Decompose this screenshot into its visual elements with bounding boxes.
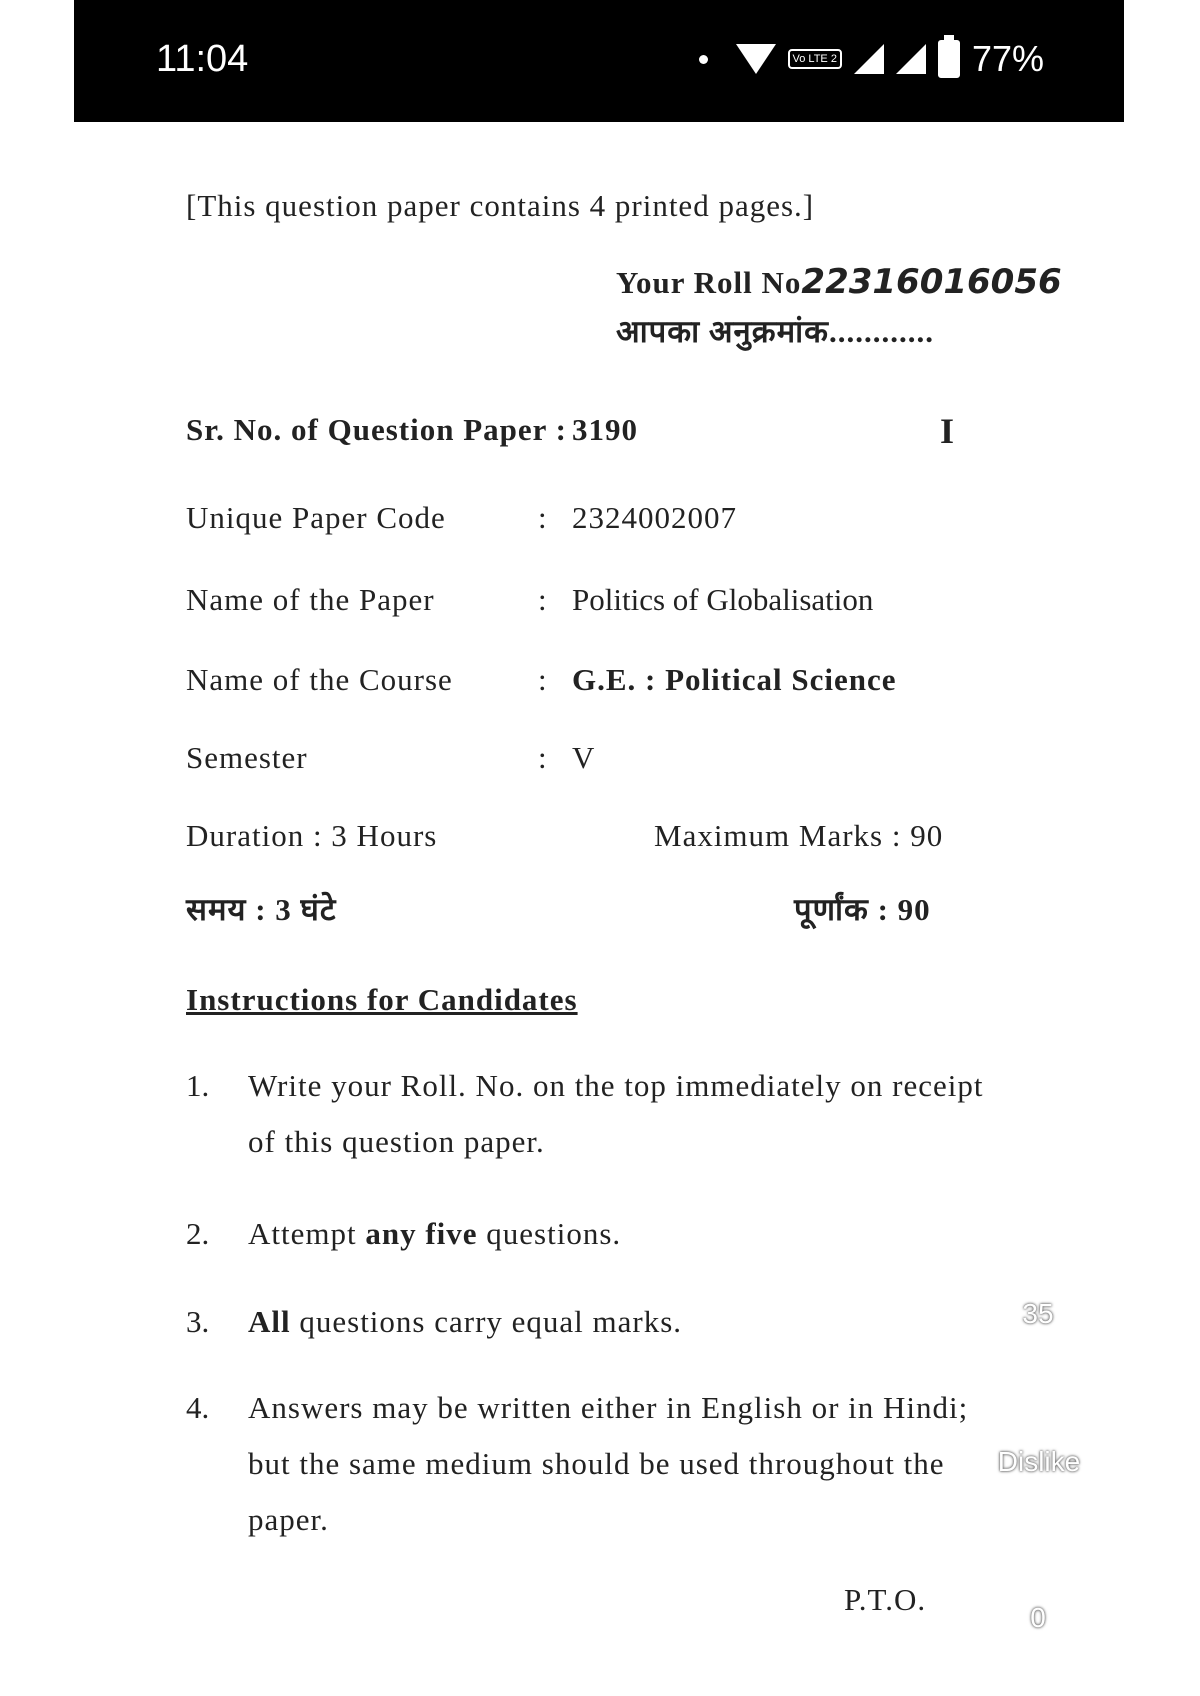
signal-roaming-icon	[896, 44, 926, 74]
duration-hindi: समय : 3 घंटे	[186, 892, 337, 927]
detail-colon: :	[538, 662, 548, 697]
maximum-marks-hindi: पूर्णांक : 90	[794, 892, 931, 927]
instruction-text: paper.	[248, 1502, 329, 1537]
like-button[interactable]	[1008, 1242, 1068, 1330]
instruction-number: 1.	[186, 1068, 210, 1103]
sr-no-label: Sr. No. of Question Paper :	[186, 412, 567, 447]
more-options-icon[interactable]	[1056, 162, 1070, 210]
instruction-text: of this question paper.	[248, 1124, 545, 1159]
detail-label: Semester	[186, 740, 308, 775]
instruction-number: 4.	[186, 1390, 210, 1425]
comment-icon	[1010, 1546, 1066, 1602]
volte-icon: Vo LTE 2	[788, 49, 842, 69]
search-icon[interactable]	[916, 158, 972, 214]
roll-number-hindi: आपका अनुक्रमांक............	[616, 314, 934, 349]
instruction-text-pre: Attempt	[248, 1216, 366, 1251]
clock: 11:04	[156, 38, 249, 80]
instruction-number: 3.	[186, 1304, 210, 1339]
status-bar	[74, 0, 1124, 122]
roll-number-handwritten: 22316016056	[801, 262, 1062, 302]
detail-colon: :	[538, 582, 548, 617]
semester-value: V	[572, 740, 596, 775]
instruction-text: Write your Roll. No. on the top immediately on receipt	[248, 1068, 984, 1103]
unique-paper-code: 2324002007	[572, 500, 737, 535]
instruction-text: Answers may be written either in English or in Hindi;	[248, 1390, 969, 1425]
maximum-marks: Maximum Marks : 90	[654, 818, 944, 853]
instructions-heading: Instructions for Candidates	[186, 982, 578, 1017]
battery-level: 77%	[971, 38, 1044, 79]
thumbs-down-icon	[1011, 1390, 1067, 1446]
back-arrow-icon[interactable]: ←	[120, 153, 167, 218]
page-turn-note: P.T.O.	[844, 1582, 927, 1617]
comment-count: 0	[1030, 1602, 1046, 1633]
instruction-text-bold: any five	[365, 1216, 478, 1251]
like-count: 35	[1022, 1298, 1054, 1329]
instruction-text-bold: All	[248, 1304, 291, 1339]
duration: Duration : 3 Hours	[186, 818, 438, 853]
dislike-label: Dislike	[997, 1446, 1081, 1477]
course-name: G.E. : Political Science	[572, 662, 897, 697]
detail-colon: :	[538, 740, 548, 775]
document-viewer[interactable]	[74, 122, 1124, 1696]
paper-name: Politics of Globalisation	[572, 582, 874, 617]
detail-colon: :	[538, 500, 548, 535]
status-icons	[699, 38, 1045, 80]
sr-no-value: 3190	[572, 412, 638, 447]
comments-button[interactable]	[1008, 1546, 1068, 1634]
instruction-text: but the same medium should be used throughout the	[248, 1446, 945, 1481]
detail-label: Unique Paper Code	[186, 500, 446, 535]
instruction-text	[248, 1304, 682, 1340]
thumbs-up-icon	[1010, 1242, 1066, 1298]
set-label: I	[940, 411, 956, 451]
instruction-text-post: questions.	[477, 1216, 622, 1251]
detail-label: Name of the Paper	[186, 582, 435, 617]
roll-number-label	[616, 262, 1062, 302]
page-count-note: [This question paper contains 4 printed pages.]	[186, 188, 815, 223]
roll-label-text: Your Roll No	[616, 265, 802, 300]
dislike-button[interactable]	[984, 1390, 1094, 1478]
signal-icon	[854, 44, 884, 74]
notification-dot-icon	[699, 55, 708, 64]
instruction-number: 2.	[186, 1216, 210, 1251]
instruction-text-post: questions carry equal marks.	[290, 1304, 683, 1339]
instruction-text	[248, 1216, 621, 1252]
battery-icon	[938, 40, 960, 78]
detail-label: Name of the Course	[186, 662, 453, 697]
wifi-icon	[736, 44, 776, 74]
question-paper-page	[74, 122, 1124, 1696]
